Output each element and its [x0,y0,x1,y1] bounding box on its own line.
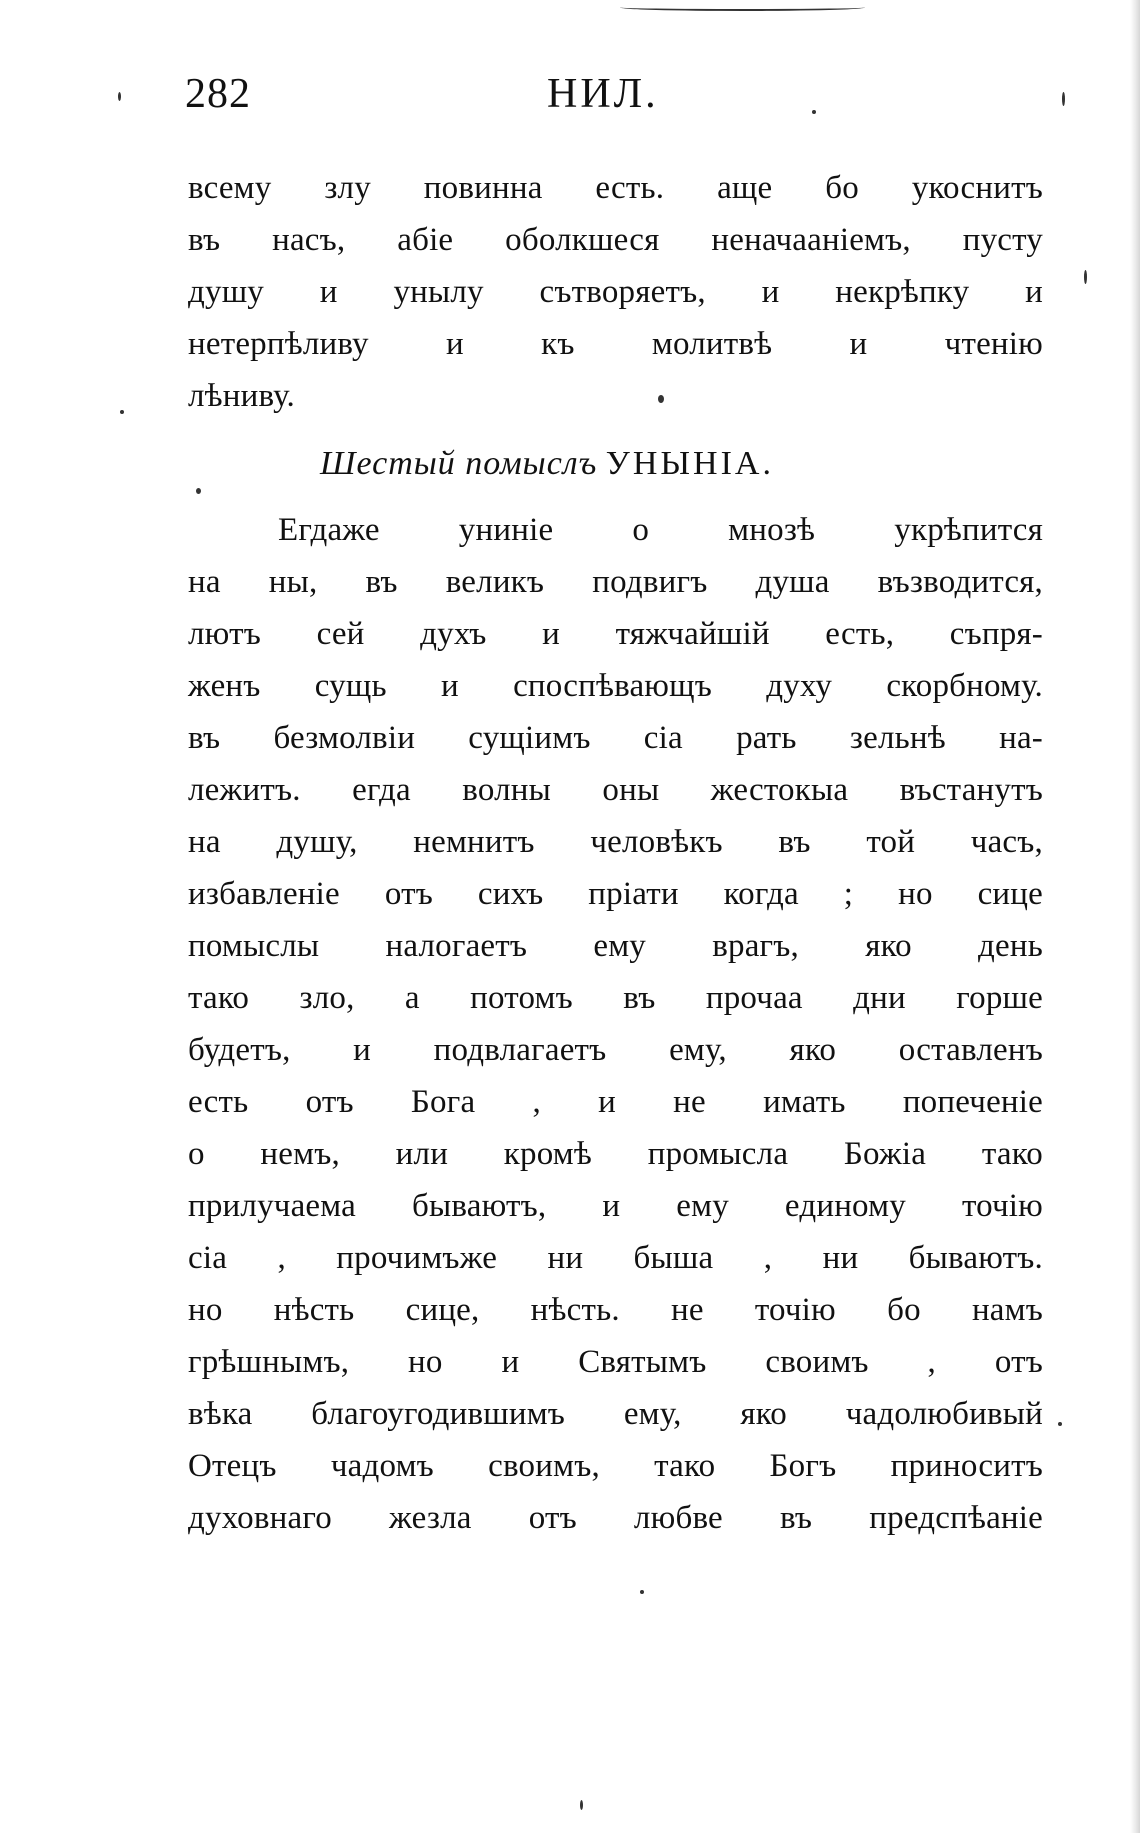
print-speck [658,395,664,403]
print-speck [118,92,121,101]
text-line: но нѣсть сице, нѣсть. не точію бо намъ [188,1292,1043,1328]
text-line: лютъ сей духъ и тяжчайшій есть, съпря- [188,616,1043,652]
print-speck [120,410,124,414]
paragraph-top [188,162,1043,422]
text-line: грѣшнымъ, но и Святымъ своимъ , отъ [188,1344,1043,1380]
text-line: Отецъ чадомъ своимъ, тако Богъ приноситъ [188,1448,1043,1484]
page-number: 282 [185,71,251,117]
text-line: сіа , прочимъже ни быша , ни бываютъ. [188,1240,1043,1276]
text-line: о немъ, или кромѣ промысла Божіа тако [188,1136,1043,1172]
text-line: нетерпѣливу и къ молитвѣ и чтенію [188,326,1043,362]
text-line: есть отъ Бога , и не имать попеченіе [188,1084,1043,1120]
print-speck [640,1590,644,1594]
print-speck [580,1800,583,1810]
print-speck [1058,1422,1062,1426]
running-head [185,70,1045,130]
text-line: лежитъ. егда волны оны жестокыа въстанутъ [188,772,1043,808]
section-heading-italic: Шестый помыслъ [320,445,598,482]
text-line: вѣка благоугодившимъ ему, яко чадолюбивый [188,1396,1043,1432]
text-line: тако зло, а потомъ въ прочаа дни горше [188,980,1043,1016]
text-line: на ны, въ великъ подвигъ душа възводится, [188,564,1043,600]
section-heading-caps: УНЫНІА. [605,445,774,482]
top-decorative-rule [620,4,865,11]
text-line: лѣниву. [188,378,296,414]
page-edge-shadow [1130,0,1140,1833]
paragraph-main [188,504,1043,1544]
text-line: всему злу повинна есть. аще бо укоснитъ [188,170,1043,206]
print-speck [196,488,201,494]
running-head-title: НИЛ. [547,71,659,117]
text-line: женъ сущь и споспѣвающъ духу скорбному. [188,668,1043,704]
text-line: избавленіе отъ сихъ пріати когда ; но сице [188,876,1043,912]
print-speck [812,110,816,114]
text-line: Егдаже униніе о мнозѣ укрѣпится [278,512,1043,548]
print-speck [1062,92,1065,106]
section-heading [320,445,920,483]
text-line: помыслы налогаетъ ему врагъ, яко день [188,928,1043,964]
print-speck [1084,270,1087,284]
text-line: духовнаго жезла отъ любве въ предспѣаніе [188,1500,1043,1536]
text-line: прилучаема бываютъ, и ему единому точію [188,1188,1043,1224]
text-line: въ безмолвіи сущіимъ сіа рать зельнѣ на- [188,720,1043,756]
text-line: будетъ, и подвлагаетъ ему, яко оставленъ [188,1032,1043,1068]
text-line: душу и унылу сътворяетъ, и некрѣпку и [188,274,1043,310]
text-line: на душу, немнитъ человѣкъ въ той часъ, [188,824,1043,860]
text-line: въ насъ, абіе оболкшеся неначааніемъ, пусту [188,222,1043,258]
